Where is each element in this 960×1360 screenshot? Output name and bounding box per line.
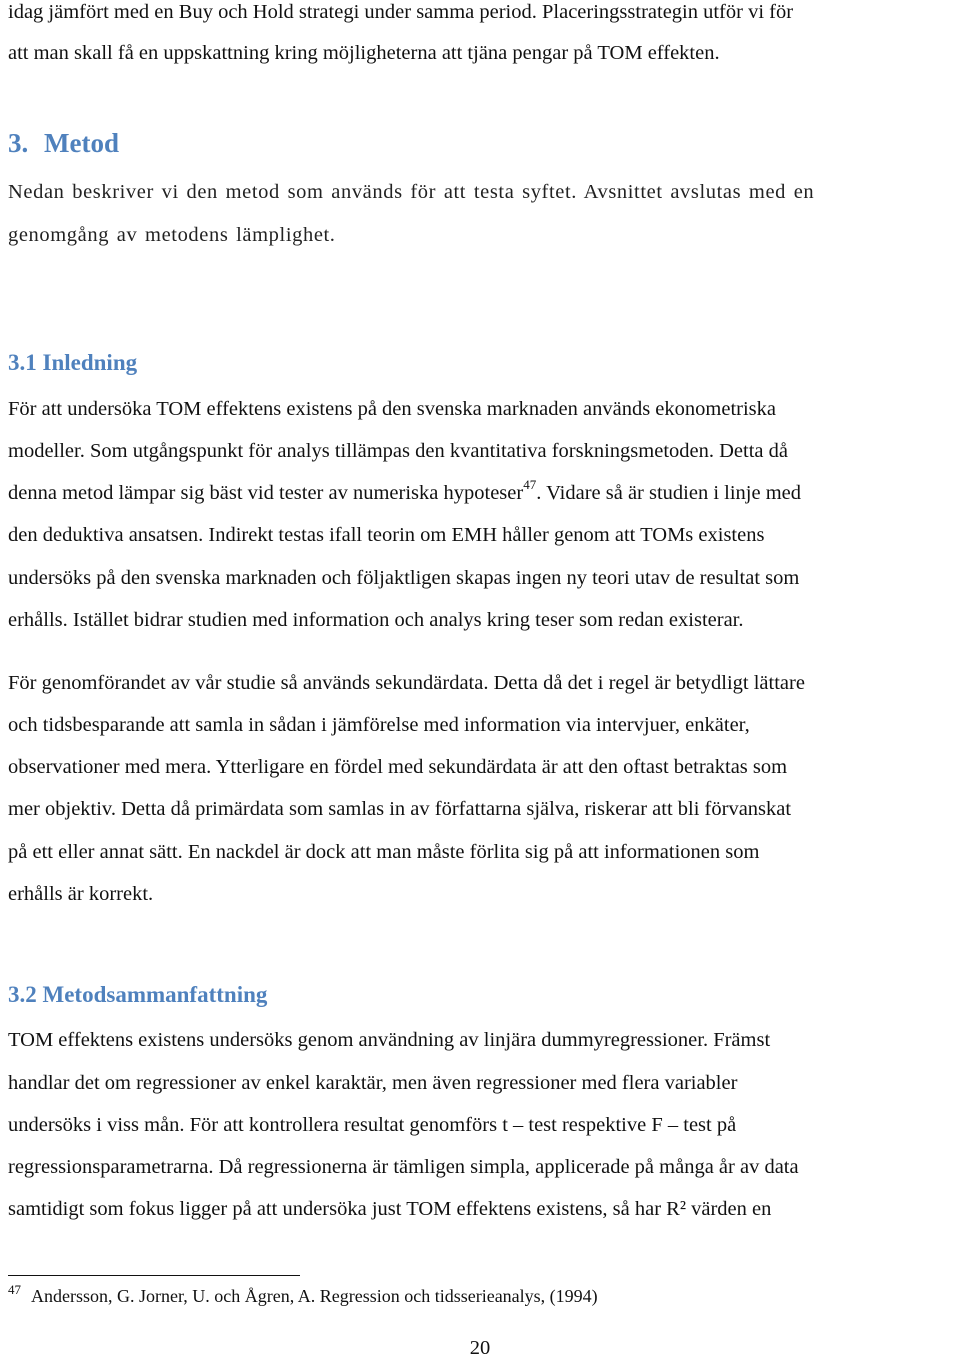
s31-p1-line-3 — [8, 477, 802, 505]
s31-p2-line-4: mer objektiv. Detta då primärdata som samlas in av författarna själva, riskerar att bli förvanskat — [8, 798, 792, 820]
footnote-number: 47 — [8, 1282, 21, 1297]
s31-p1-line-5: undersöks på den svenska marknaden och följaktligen skapas ingen ny teori utav de resultat som — [8, 567, 800, 589]
intro-line-2: att man skall få en uppskattning kring möjligheterna att tjäna pengar på TOM effekten. — [8, 42, 720, 64]
footnote-ref-47: 47 — [523, 477, 537, 493]
section-3-heading — [8, 127, 119, 159]
footnote-text: Andersson, G. Jorner, U. och Ågren, A. Regression och tidsserieanalys, (1994) — [31, 1286, 598, 1306]
s31-p1-line-6: erhålls. Istället bidrar studien med information och analys kring teser som redan existerar. — [8, 609, 744, 631]
s31-p1-line-4: den deduktiva ansatsen. Indirekt testas ifall teorin om EMH håller genom att TOMs existens — [8, 524, 765, 546]
s32-line-5: samtidigt som fokus ligger på att undersöka just TOM effektens existens, så har R² värden en — [8, 1198, 772, 1220]
s32-line-1: TOM effektens existens undersöks genom användning av linjära dummyregressioner. Främst — [8, 1029, 771, 1051]
s31-p2-line-2: och tidsbesparande att samla in sådan i jämförelse med information via intervjuer, enkäter, — [8, 714, 750, 736]
section-3-number: 3. — [8, 128, 29, 158]
footnote-divider — [8, 1275, 300, 1276]
section-3-1-heading: 3.1 Inledning — [8, 350, 138, 375]
section-3-line-1: Nedan beskriver vi den metod som används för att testa syftet. Avsnittet avslutas med en — [8, 181, 815, 203]
s31-p1-line-3-b: . Vidare så är studien i linje med — [536, 482, 802, 504]
footnote-47 — [8, 1284, 598, 1310]
s31-p1-line-1: För att undersöka TOM effektens existens på den svenska marknaden används ekonometriska — [8, 398, 776, 420]
s31-p1-line-3-a: denna metod lämpar sig bäst vid tester av numeriska hypoteser — [8, 482, 524, 504]
section-3-2-heading: 3.2 Metodsammanfattning — [8, 982, 268, 1007]
s32-line-3: undersöks i viss mån. För att kontrollera resultat genomförs t – test respektive F – test på — [8, 1114, 737, 1136]
section-3-title: Metod — [44, 128, 119, 158]
page-number: 20 — [469, 1337, 491, 1359]
section-3-line-2: genomgång av metodens lämplighet. — [8, 224, 336, 246]
s32-line-4: regressionsparametrarna. Då regressionerna är tämligen simpla, applicerade på många år av data — [8, 1156, 799, 1178]
s31-p2-line-1: För genomförandet av vår studie så används sekundärdata. Detta då det i regel är betydligt lättare — [8, 672, 805, 694]
s31-p2-line-5: på ett eller annat sätt. En nackdel är dock att man måste förlita sig på att informationen som — [8, 841, 760, 863]
s31-p1-line-2: modeller. Som utgångspunkt för analys tillämpas den kvantitativa forskningsmetoden. Detta då — [8, 440, 788, 462]
s31-p2-line-3: observationer med mera. Ytterligare en fördel med sekundärdata är att den oftast betraktas som — [8, 756, 788, 778]
s31-p2-line-6: erhålls är korrekt. — [8, 883, 154, 905]
s32-line-2: handlar det om regressioner av enkel karaktär, men även regressioner med flera variabler — [8, 1072, 738, 1094]
intro-line-1: idag jämfört med en Buy och Hold strategi under samma period. Placeringsstrategin utför vi för — [8, 1, 794, 23]
